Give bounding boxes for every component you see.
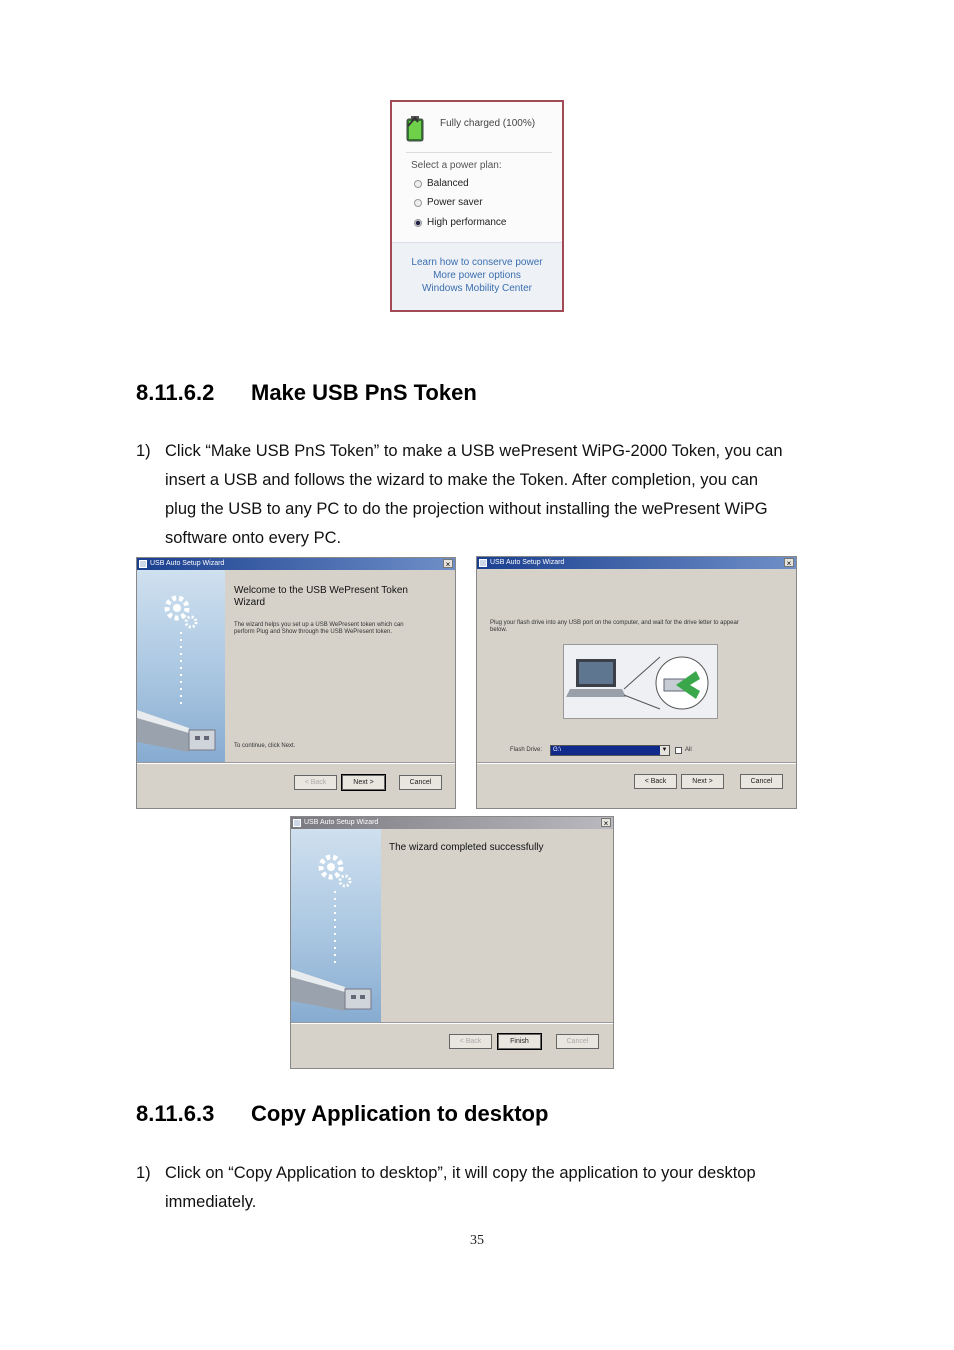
plan-label: Power saver	[427, 197, 483, 208]
title-bar	[291, 817, 613, 829]
usb-drive-icon	[291, 829, 381, 1025]
cancel-button[interactable]: Cancel	[740, 774, 783, 789]
list-number: 1)	[136, 1164, 151, 1182]
plan-label: High performance	[427, 217, 507, 228]
plan-label: Balanced	[427, 178, 469, 189]
page-number: 35	[470, 1233, 484, 1248]
wizard-heading	[234, 585, 408, 609]
selected-drive: G:\	[553, 747, 562, 753]
radio-button-selected[interactable]	[414, 219, 422, 227]
battery-charged-icon	[406, 116, 424, 142]
back-button[interactable]: < Back	[294, 775, 337, 790]
usb-drive-icon	[137, 570, 225, 766]
wizard-heading: The wizard completed successfully	[389, 842, 544, 853]
cancel-button[interactable]: Cancel	[556, 1034, 599, 1049]
text-line: plug the USB to any PC to do the projection without installing the wePresent WiPG	[165, 500, 768, 518]
window-title: USB Auto Setup Wizard	[304, 819, 379, 826]
window-title: USB Auto Setup Wizard	[150, 560, 225, 567]
flash-drive-label: Flash Drive:	[510, 747, 543, 753]
app-icon	[479, 559, 487, 567]
wizard-complete-dialog	[290, 816, 614, 1069]
section-number: 8.11.6.2	[136, 380, 215, 405]
links-panel	[392, 242, 562, 310]
wizard-side-image	[137, 570, 225, 764]
wizard-drive-dialog	[476, 556, 797, 809]
plan-title: Select a power plan:	[411, 160, 502, 171]
back-button[interactable]: < Back	[449, 1034, 492, 1049]
plan-power-saver[interactable]	[414, 197, 483, 208]
section-number: 8.11.6.3	[136, 1101, 215, 1126]
plug-illustration	[563, 644, 718, 719]
next-button[interactable]: Next >	[342, 775, 385, 790]
all-checkbox[interactable]	[675, 747, 682, 754]
link-conserve-power[interactable]: Learn how to conserve power	[411, 257, 543, 268]
close-icon[interactable]: ×	[443, 559, 453, 568]
radio-button[interactable]	[414, 199, 422, 207]
plan-balanced[interactable]	[414, 178, 469, 189]
all-label: All	[685, 747, 692, 753]
title-bar	[477, 557, 796, 569]
text-line: software onto every PC.	[165, 529, 342, 547]
wizard-welcome-dialog	[136, 557, 456, 809]
continue-text: To continue, click Next.	[234, 743, 296, 749]
radio-button[interactable]	[414, 180, 422, 188]
section-title: Make USB PnS Token	[251, 380, 477, 405]
wizard-description	[234, 622, 404, 636]
text-line: Click on “Copy Application to desktop”, it will copy the application to your desktop	[165, 1164, 756, 1182]
list-number: 1)	[136, 442, 151, 460]
drive-instruction	[490, 620, 790, 634]
link-more-power-options[interactable]: More power options	[433, 270, 521, 281]
battery-status: Fully charged (100%)	[440, 118, 536, 129]
instruction-line: below.	[490, 627, 508, 633]
text-line: insert a USB and follows the wizard to make the Token. After completion, you can	[165, 471, 759, 489]
section-heading-usb	[136, 380, 477, 406]
section-heading-copy	[136, 1101, 548, 1127]
close-icon[interactable]: ×	[601, 818, 611, 827]
app-icon	[139, 560, 147, 568]
desc-line: The wizard helps you set up a USB WePresent token which can	[234, 622, 404, 628]
wizard-side-image	[291, 829, 381, 1024]
desc-line: perform Plug and Show through the USB WePresent token.	[234, 629, 392, 635]
plan-high-performance[interactable]	[414, 217, 506, 228]
divider	[291, 1023, 613, 1024]
laptop-usb-icon	[564, 645, 717, 718]
heading-line: Wizard	[234, 597, 266, 608]
flash-drive-select[interactable]	[550, 745, 670, 756]
section-title: Copy Application to desktop	[251, 1101, 549, 1126]
link-mobility-center[interactable]: Windows Mobility Center	[421, 283, 533, 294]
heading-line: Welcome to the USB WePresent Token	[234, 585, 408, 596]
title-bar	[137, 558, 455, 570]
usb-paragraph	[136, 437, 845, 553]
divider	[406, 152, 552, 153]
copy-paragraph	[136, 1159, 845, 1217]
close-icon[interactable]: ×	[784, 558, 794, 567]
chevron-down-icon[interactable]: ▼	[661, 747, 668, 753]
finish-button[interactable]: Finish	[498, 1034, 541, 1049]
instruction-line: Plug your flash drive into any USB port on the computer, and wait for the drive letter to appear	[490, 620, 739, 626]
window-title: USB Auto Setup Wizard	[490, 559, 565, 566]
divider	[477, 763, 796, 764]
text-line: Click “Make USB PnS Token” to make a USB wePresent WiPG-2000 Token, you can	[165, 442, 783, 460]
text-line: immediately.	[165, 1193, 257, 1211]
divider	[137, 763, 455, 764]
next-button[interactable]: Next >	[681, 774, 724, 789]
back-button[interactable]: < Back	[634, 774, 677, 789]
cancel-button[interactable]: Cancel	[399, 775, 442, 790]
app-icon	[293, 819, 301, 827]
power-plan-popup	[390, 100, 564, 312]
